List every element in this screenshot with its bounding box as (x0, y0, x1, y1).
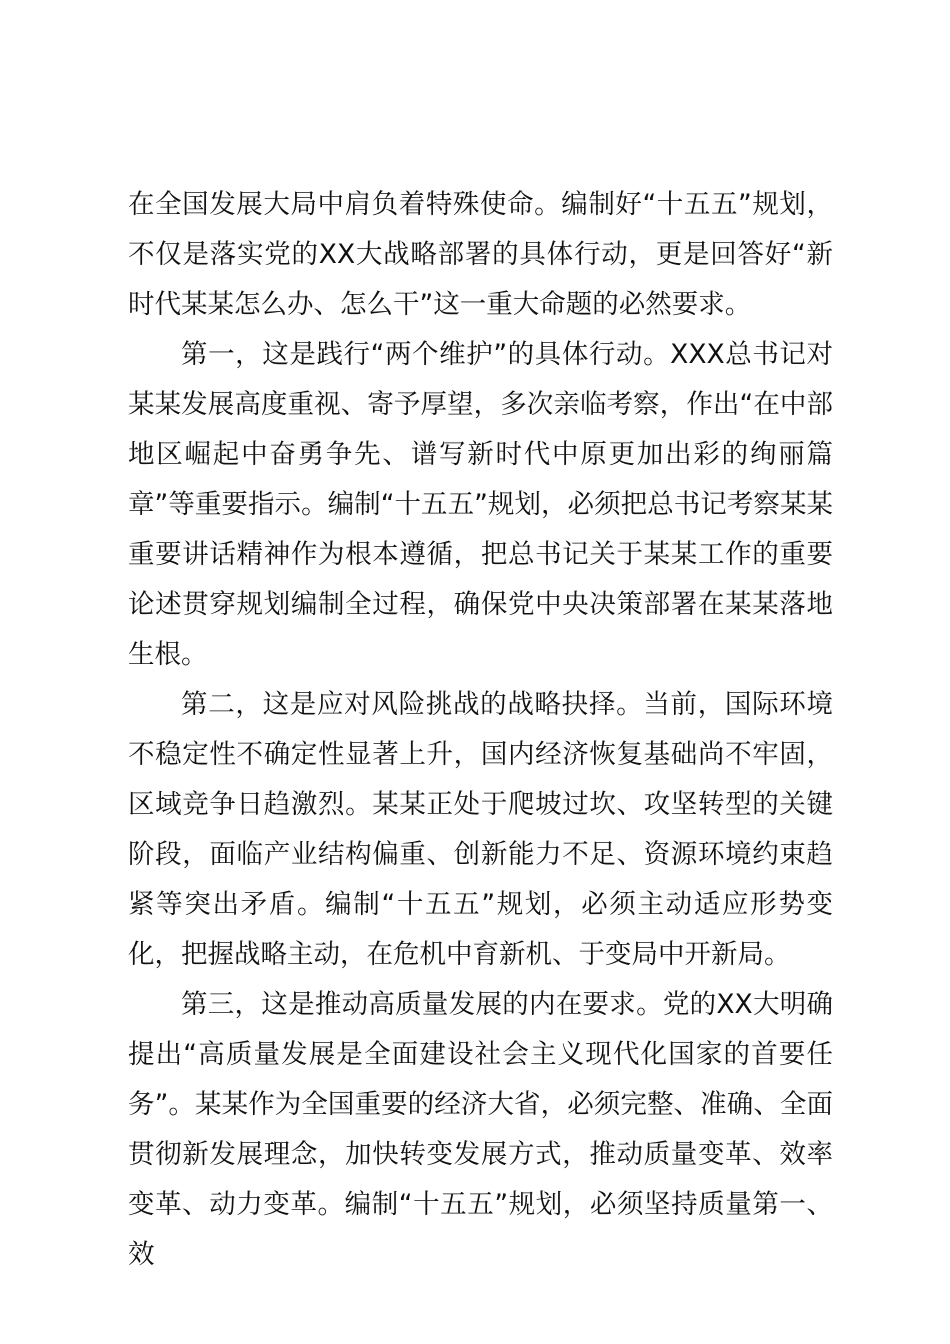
document-body (128, 180, 833, 1280)
paragraph-intro: 在全国发展大局中肩负着特殊使命。编制好“十五五”规划，不仅是落实党的XX大战略部署的具体行动，更是回答好“新时代某某怎么办、怎么干”这一重大命题的必然要求。 (128, 189, 833, 320)
paragraph-third: 第三，这是推动高质量发展的内在要求。党的XX大明确提出“高质量发展是全面建设社会主义现代化国家的首要任务”。某某作为全国重要的经济大省，必须完整、准确、全面贯彻新发展理念，加快转变发展方式，推动质量变革、效率变革、动力变革。编制“十五五”规划，必须坚持质量第一、效 (128, 989, 833, 1270)
paragraph-first: 第一，这是践行“两个维护”的具体行动。XXX总书记对某某发展高度重视、寄予厚望，多次亲临考察，作出“在中部地区崛起中奋勇争先、谱写新时代中原更加出彩的绚丽篇章”等重要指示。编制“十五五”规划，必须把总书记考察某某重要讲话精神作为根本遵循，把总书记关于某某工作的重要论述贯穿规划编制全过程，确保党中央决策部署在某某落地生根。 (128, 339, 833, 670)
paragraph-second: 第二，这是应对风险挑战的战略抉择。当前，国际环境不稳定性不确定性显著上升，国内经济恢复基础尚不牢固，区域竞争日趋激烈。某某正处于爬坡过坎、攻坚转型的关键阶段，面临产业结构偏重、创新能力不足、资源环境约束趋紧等突出矛盾。编制“十五五”规划，必须主动适应形势变化，把握战略主动，在危机中育新机、于变局中开新局。 (128, 689, 833, 970)
